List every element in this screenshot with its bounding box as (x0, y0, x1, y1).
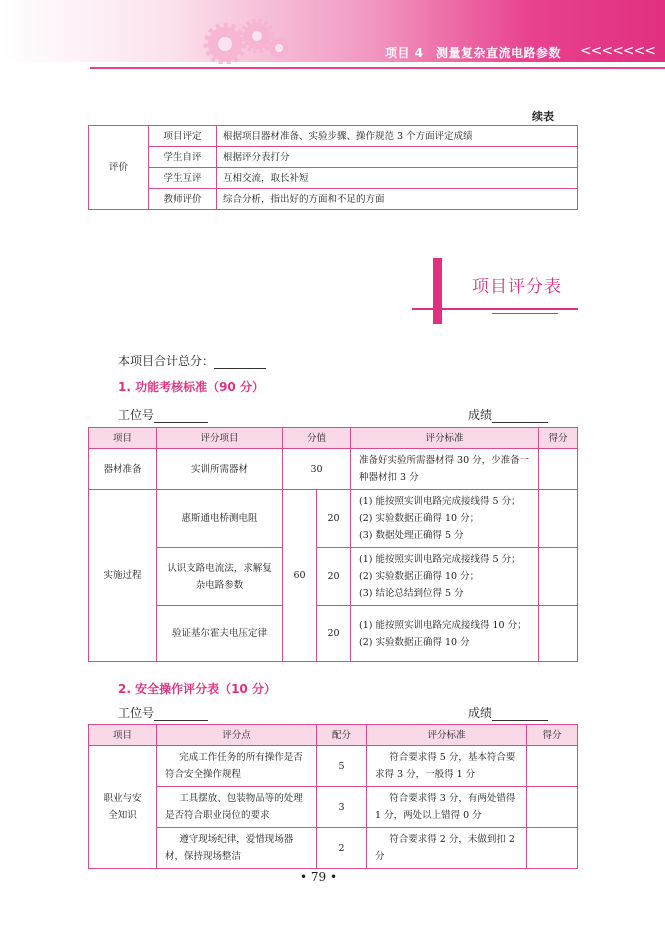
safety-table (88, 724, 578, 869)
score-blank (492, 409, 548, 423)
process-score: 20 (317, 606, 351, 662)
evaluation-type: 项目评定 (149, 126, 217, 147)
evaluation-type: 学生互评 (149, 168, 217, 189)
criteria-line: (2) 实验数据正确得 10 分； (359, 571, 480, 582)
header-project-title: 项目 4 测量复杂直流电路参数 (385, 46, 562, 60)
section-title: 项目评分表 (472, 277, 562, 297)
equipment-category: 器材准备 (89, 449, 157, 490)
score-cell (527, 746, 578, 787)
safety-criteria: 符合要求得 3 分，有两处错得 1 分，两处以上错得 0 分 (367, 787, 527, 828)
evaluation-desc: 互相交流，取长补短 (217, 168, 578, 189)
criteria-line: (2) 实验数据正确得 10 分 (359, 636, 470, 648)
score-cell (539, 490, 578, 548)
header-cell: 分值 (283, 428, 351, 449)
work-no-label: 工位号 (118, 706, 155, 720)
score-cell (539, 606, 578, 662)
total-score-line (118, 352, 266, 369)
criteria-line: (1) 能按照实训电路完成接线得 5 分； (359, 554, 521, 565)
evaluation-desc: 根据评分表打分 (217, 147, 578, 168)
section-title-rule (412, 308, 578, 310)
header-cell: 得分 (527, 725, 578, 746)
safety-criteria: 符合要求得 5 分，基本符合要求得 3 分，一般得 1 分 (367, 746, 527, 787)
table-row (89, 189, 578, 210)
function-work-no (118, 406, 208, 423)
header-cell: 评分项目 (157, 428, 283, 449)
evaluation-type: 学生自评 (149, 147, 217, 168)
criteria-line: (1) 能按照实训电路完成接线得 5 分； (359, 496, 521, 507)
gears-icon (195, 18, 295, 64)
table-row (89, 606, 578, 662)
section-title-rule-short (492, 313, 558, 314)
header-cell: 项目 (89, 725, 157, 746)
evaluation-table (88, 125, 578, 210)
table-row (89, 126, 578, 147)
safety-section-title: 2. 安全操作评分表（10 分） (118, 682, 276, 696)
header-cell: 评分标准 (367, 725, 527, 746)
safety-criteria: 符合要求得 2 分，未做到扣 2 分 (367, 828, 527, 869)
safety-point: 完成工作任务的所有操作是否符合安全操作规程 (157, 746, 317, 787)
function-section-title: 1. 功能考核标准（90 分） (118, 380, 264, 394)
process-total: 60 (283, 490, 317, 662)
header-cell: 得分 (539, 428, 578, 449)
equipment-item: 实训所需器材 (157, 449, 283, 490)
process-item: 惠斯通电桥测电阻 (157, 490, 283, 548)
evaluation-desc: 根据项目器材准备、实验步骤、操作规范 3 个方面评定成绩 (217, 126, 578, 147)
safety-category: 职业与安全知识 (89, 746, 157, 869)
criteria-line: (1) 能按照实训电路完成接线得 10 分； (359, 619, 527, 631)
table-row (89, 490, 578, 548)
score-cell (539, 449, 578, 490)
table-row (89, 147, 578, 168)
header-cell: 评分点 (157, 725, 317, 746)
process-criteria (351, 490, 539, 548)
safety-score-value: 5 (317, 746, 367, 787)
safety-score (468, 704, 548, 721)
function-table (88, 427, 578, 662)
score-label: 成绩 (468, 408, 493, 422)
score-cell (539, 548, 578, 606)
total-score-label: 本项目合计总分： (118, 354, 215, 368)
table-row (89, 746, 578, 787)
safety-point: 遵守现场纪律，爱惜现场器材，保持现场整洁 (157, 828, 317, 869)
criteria-line: (3) 数据处理正确得 5 分 (359, 530, 464, 541)
equipment-score: 30 (283, 449, 351, 490)
process-item: 验证基尔霍夫电压定律 (157, 606, 283, 662)
header-cell: 评分标准 (351, 428, 539, 449)
evaluation-desc: 综合分析，指出好的方面和不足的方面 (217, 189, 578, 210)
header-rule (90, 67, 665, 69)
criteria-line: (2) 实验数据正确得 10 分； (359, 513, 480, 524)
safety-work-no (118, 704, 208, 721)
section-title-bar (433, 258, 442, 324)
total-score-blank (214, 355, 266, 369)
safety-score-value: 3 (317, 787, 367, 828)
table-row (89, 828, 578, 869)
equipment-criteria: 准备好实验所需器材得 30 分，少准备一种器材扣 3 分 (351, 449, 539, 490)
process-criteria (351, 606, 539, 662)
safety-score-value: 2 (317, 828, 367, 869)
table-header-row (89, 725, 578, 746)
work-no-label: 工位号 (118, 408, 155, 422)
evaluation-category: 评价 (89, 126, 149, 210)
table-row (89, 548, 578, 606)
score-label: 成绩 (468, 706, 493, 720)
process-category: 实施过程 (89, 490, 157, 662)
work-no-blank (154, 707, 208, 721)
function-score (468, 406, 548, 423)
score-blank (492, 707, 548, 721)
score-cell (527, 828, 578, 869)
table-row (89, 449, 578, 490)
page-number: • 79 • (300, 870, 338, 884)
header-arrows: <<<<<<< (580, 43, 656, 59)
continuation-label: 续表 (532, 110, 554, 123)
header-cell: 配分 (317, 725, 367, 746)
header-band (0, 0, 665, 62)
table-header-row (89, 428, 578, 449)
process-score: 20 (317, 548, 351, 606)
evaluation-type: 教师评价 (149, 189, 217, 210)
criteria-line: (3) 结论总结到位得 5 分 (359, 588, 464, 599)
header-cell: 项目 (89, 428, 157, 449)
process-item: 认识支路电流法，求解复杂电路参数 (157, 548, 283, 606)
score-cell (527, 787, 578, 828)
table-row (89, 168, 578, 189)
process-criteria (351, 548, 539, 606)
process-score: 20 (317, 490, 351, 548)
safety-point: 工具摆放、包装物品等的处理是否符合职业岗位的要求 (157, 787, 317, 828)
work-no-blank (154, 409, 208, 423)
table-row (89, 787, 578, 828)
